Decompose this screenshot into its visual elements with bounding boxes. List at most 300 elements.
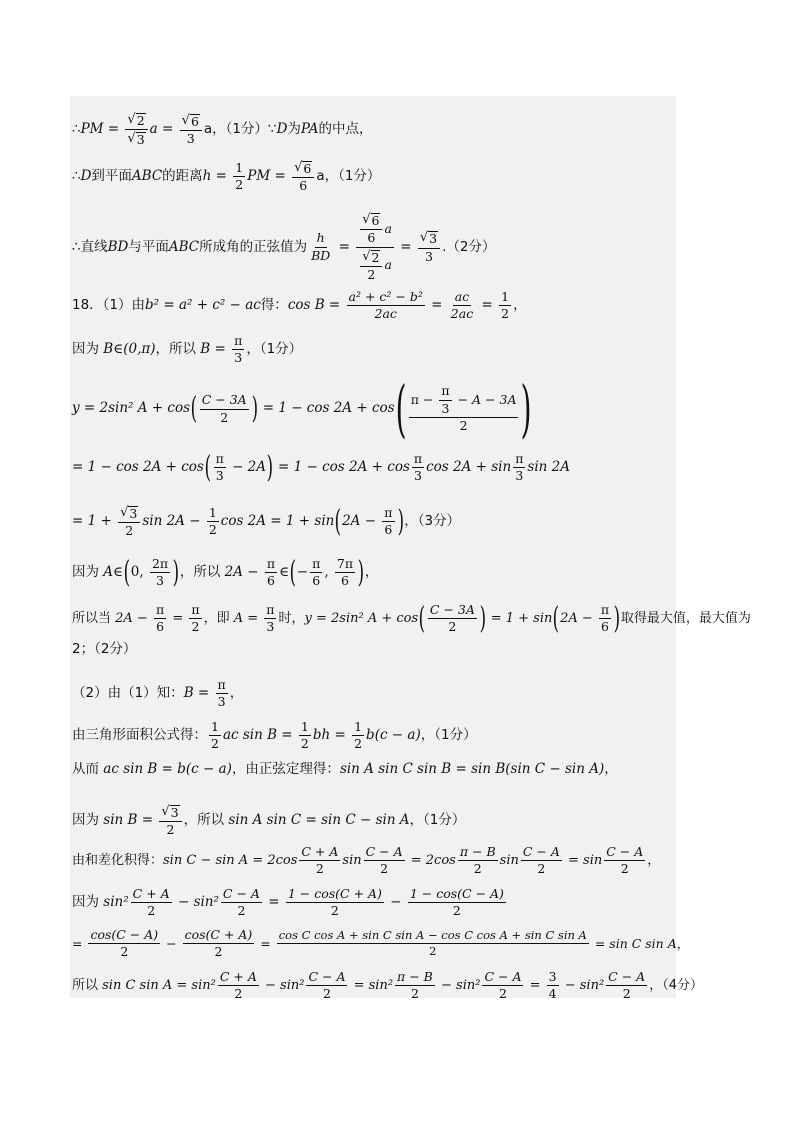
fraction bbox=[88, 928, 160, 960]
fraction bbox=[521, 845, 562, 877]
fraction bbox=[214, 452, 226, 484]
text-segment: ， bbox=[229, 685, 244, 702]
text-segment: ∴直线 bbox=[72, 238, 108, 255]
denominator: 2 bbox=[120, 944, 129, 960]
numerator: 1 bbox=[233, 161, 245, 177]
denominator: 2ac bbox=[450, 306, 474, 322]
numerator: 1 − cos(C + A) bbox=[286, 887, 384, 903]
compound-fraction bbox=[409, 384, 519, 433]
left-paren: ( bbox=[334, 503, 342, 539]
denominator: 3 bbox=[424, 248, 433, 264]
text-segment: ，（4分） bbox=[649, 978, 703, 994]
text-segment: 所以 bbox=[72, 978, 103, 994]
formula: = sin C sin A bbox=[590, 935, 677, 951]
numerator: C − A bbox=[604, 845, 645, 861]
math-var: ABC bbox=[168, 238, 200, 255]
formula: = 1 + bbox=[72, 513, 117, 530]
denominator: 2 bbox=[448, 619, 457, 635]
numerator: cos(C + A) bbox=[183, 928, 255, 944]
right-paren: ) bbox=[172, 554, 180, 590]
formula: sin C sin A = sin² bbox=[102, 978, 216, 994]
text-segment: π − bbox=[410, 392, 438, 408]
text-segment: 因为 bbox=[72, 564, 104, 581]
fraction bbox=[604, 845, 645, 877]
denominator: 3 bbox=[215, 468, 224, 484]
formula: − sin² bbox=[436, 978, 481, 994]
fraction bbox=[306, 970, 347, 1002]
denominator: 2ac bbox=[374, 306, 397, 322]
fraction bbox=[428, 603, 477, 635]
radicand: 6 bbox=[371, 213, 380, 228]
text-segment: ，（1分） bbox=[409, 812, 466, 829]
solution-line-16 bbox=[72, 845, 660, 877]
text-segment: ，由正弦定理得： bbox=[231, 761, 340, 777]
denominator: 2 bbox=[166, 822, 175, 838]
numerator: 2π bbox=[150, 557, 170, 573]
denominator: 3 bbox=[441, 400, 450, 416]
math-var: D bbox=[80, 168, 92, 185]
formula: b(c − a) bbox=[366, 727, 421, 744]
radicand: 3 bbox=[129, 506, 138, 521]
text-segment: 与平面 bbox=[128, 238, 169, 255]
math-var: D bbox=[276, 121, 288, 138]
fraction bbox=[221, 887, 262, 919]
text-segment: ， bbox=[676, 935, 690, 951]
fraction bbox=[189, 603, 201, 635]
denominator: 6 bbox=[299, 178, 308, 194]
fraction bbox=[412, 452, 424, 484]
equals: = bbox=[256, 935, 275, 951]
equals: = bbox=[334, 238, 355, 255]
denominator: 3 bbox=[234, 350, 243, 366]
equals: = bbox=[477, 297, 498, 314]
radicand: 2 bbox=[371, 249, 380, 265]
solution-line-12 bbox=[72, 678, 243, 710]
solution-line-1 bbox=[72, 112, 373, 148]
fraction bbox=[458, 845, 498, 877]
numerator: a² + c² − b² bbox=[347, 290, 425, 306]
math-var: h bbox=[202, 168, 212, 185]
fraction bbox=[277, 929, 589, 958]
math-var: PM bbox=[247, 168, 271, 185]
solution-line-18 bbox=[72, 928, 689, 960]
denominator: 2 bbox=[459, 418, 468, 434]
denominator: 6 bbox=[367, 230, 376, 246]
math-var: a bbox=[149, 121, 158, 138]
solution-line-11 bbox=[72, 643, 136, 657]
text-segment: 所成角的正弦值为 bbox=[199, 238, 308, 255]
compound-fraction: √ 6 6 a √ 2 2 a bbox=[356, 212, 394, 283]
text-segment: a，（1分）∵ bbox=[203, 121, 277, 138]
math-var: PA bbox=[300, 121, 319, 138]
denominator: 4 bbox=[548, 986, 557, 1002]
text-segment: ，所以 bbox=[179, 564, 225, 581]
fraction bbox=[183, 928, 255, 960]
denominator: 2 bbox=[315, 861, 324, 877]
problem-number: 18．（1）由 bbox=[72, 297, 146, 314]
denominator: 2 bbox=[220, 409, 229, 425]
text-segment: 到平面 bbox=[91, 168, 132, 185]
fraction: √ 3 2 bbox=[159, 804, 181, 838]
solution-line-3 bbox=[72, 212, 495, 283]
text-segment: 的距离 bbox=[162, 168, 203, 185]
fraction: √ 2 √ 3 bbox=[125, 112, 147, 148]
solution-line-4 bbox=[72, 290, 527, 322]
denominator: 2 bbox=[429, 944, 437, 959]
text-segment: 2；（2分） bbox=[72, 641, 137, 657]
fraction bbox=[408, 887, 506, 919]
fraction bbox=[200, 393, 249, 425]
fraction bbox=[606, 970, 647, 1002]
solution-line-10 bbox=[72, 600, 751, 636]
numerator: h bbox=[315, 231, 327, 247]
denominator: 6 bbox=[312, 573, 321, 589]
solution-line-17 bbox=[72, 887, 508, 919]
formula: 2A − bbox=[224, 564, 263, 581]
fraction bbox=[364, 845, 405, 877]
text-segment: 由三角形面积公式得： bbox=[72, 727, 207, 744]
formula: − sin² bbox=[560, 978, 605, 994]
denominator: 6 bbox=[156, 619, 165, 635]
text-segment: 由和差化积得： bbox=[72, 853, 164, 869]
formula: A = bbox=[233, 611, 263, 627]
therefore-symbol: ∴ bbox=[72, 121, 81, 138]
denominator: 2 bbox=[191, 619, 200, 635]
formula: 2A − bbox=[342, 513, 381, 530]
text-segment: （2）由（1）知： bbox=[72, 685, 184, 702]
fraction: √ 3 2 bbox=[118, 505, 140, 539]
solution-line-5 bbox=[72, 334, 302, 366]
numerator: π bbox=[412, 452, 424, 468]
denominator: 3 bbox=[217, 694, 226, 710]
numerator: 1 bbox=[299, 720, 311, 736]
left-paren: ( bbox=[289, 554, 297, 590]
radicand: 6 bbox=[190, 114, 199, 129]
fraction bbox=[232, 334, 244, 366]
numerator: 7π bbox=[335, 557, 355, 573]
formula: = 1 − cos 2A + cos bbox=[273, 459, 410, 476]
fraction bbox=[547, 970, 559, 1002]
denominator: 2 bbox=[473, 861, 482, 877]
solution-line-6 bbox=[72, 372, 533, 445]
denominator: 3 bbox=[186, 131, 195, 147]
denominator: 2 bbox=[125, 523, 134, 539]
formula: − bbox=[162, 935, 181, 951]
right-paren: ) bbox=[479, 600, 486, 636]
formula: − bbox=[385, 894, 406, 911]
equals: = bbox=[395, 238, 416, 255]
denominator: 2 bbox=[147, 903, 156, 919]
left-paren: ( bbox=[190, 391, 198, 426]
solution-line-13 bbox=[72, 720, 477, 752]
numerator: π bbox=[382, 506, 394, 522]
left-paren: ( bbox=[395, 372, 407, 445]
math-var: BD bbox=[107, 238, 129, 255]
fraction bbox=[599, 603, 611, 635]
denominator: 2 bbox=[235, 177, 244, 193]
denominator: 2 bbox=[322, 986, 331, 1002]
denominator: 6 bbox=[601, 619, 609, 635]
radicand: 3 bbox=[136, 132, 145, 148]
numerator: π bbox=[265, 557, 277, 573]
denominator: 2 bbox=[452, 903, 461, 919]
text-segment: 所以当 bbox=[72, 611, 116, 627]
solution-line-2 bbox=[72, 160, 380, 194]
fraction bbox=[382, 506, 394, 538]
text-segment: 因为 bbox=[72, 812, 104, 829]
formula: ac sin B = bbox=[222, 727, 297, 744]
text-segment: ，（3分） bbox=[404, 513, 461, 530]
formula: − sin² bbox=[260, 978, 305, 994]
formula: y = 2sin² A + cos bbox=[304, 611, 419, 627]
numerator: C − 3A bbox=[200, 393, 249, 409]
denominator: 2 bbox=[208, 522, 217, 538]
left-paren: ( bbox=[204, 449, 211, 485]
numerator: C − A bbox=[306, 970, 347, 986]
equals: = bbox=[263, 894, 284, 911]
text-segment: ，所以 bbox=[155, 341, 201, 358]
numerator: C − A bbox=[606, 970, 647, 986]
text-segment: 因为 bbox=[72, 341, 104, 358]
left-paren: ( bbox=[418, 600, 426, 636]
fraction bbox=[335, 557, 355, 589]
formula: = sin² bbox=[349, 978, 394, 994]
denominator: 2 bbox=[234, 986, 243, 1002]
equals: = bbox=[103, 121, 124, 138]
right-paren: ) bbox=[397, 503, 404, 539]
denominator: 2 bbox=[330, 903, 339, 919]
numerator: π bbox=[232, 334, 244, 350]
formula: B∈(0,π) bbox=[103, 341, 156, 358]
denominator: 2 bbox=[501, 306, 510, 322]
math-var: ABC bbox=[131, 168, 163, 185]
fraction bbox=[233, 161, 245, 193]
denominator: 6 bbox=[266, 573, 275, 589]
formula: cos 2A = 1 + sin bbox=[220, 513, 335, 530]
formula: y = 2sin² A + cos bbox=[72, 400, 191, 417]
fraction bbox=[310, 557, 322, 589]
formula: sin bbox=[342, 853, 362, 869]
denominator: 6 bbox=[384, 522, 393, 538]
formula: cos B = bbox=[287, 297, 345, 314]
formula: 0, bbox=[130, 564, 148, 581]
numerator: π bbox=[264, 603, 276, 619]
numerator: 1 bbox=[352, 720, 364, 736]
equals: = bbox=[72, 935, 87, 951]
equals: = bbox=[211, 168, 232, 185]
fraction bbox=[154, 603, 166, 635]
numerator: π bbox=[216, 678, 228, 694]
fraction bbox=[150, 557, 170, 589]
denominator: 3 bbox=[266, 619, 275, 635]
numerator: π − B bbox=[458, 845, 498, 861]
math-var: a bbox=[384, 257, 392, 273]
numerator: 1 bbox=[207, 506, 219, 522]
formula: ∈ bbox=[279, 564, 290, 581]
denominator: 2 bbox=[211, 736, 219, 752]
numerator: π bbox=[513, 452, 525, 468]
text-segment: ， bbox=[647, 853, 661, 869]
numerator: 1 bbox=[209, 720, 221, 736]
numerator: C − 3A bbox=[428, 603, 477, 619]
fraction bbox=[209, 720, 221, 752]
numerator: C + A bbox=[218, 970, 259, 986]
fraction bbox=[309, 231, 332, 263]
formula: = sin bbox=[563, 853, 603, 869]
text-segment: 得： bbox=[260, 297, 288, 314]
denominator: BD bbox=[311, 247, 331, 263]
formula: A∈ bbox=[103, 564, 124, 581]
text-segment: 时， bbox=[278, 611, 305, 627]
denominator: 2 bbox=[237, 903, 246, 919]
numerator: C − A bbox=[221, 887, 262, 903]
numerator: C + A bbox=[299, 845, 340, 861]
text-segment: 取得最大值，最大值为 bbox=[620, 611, 751, 627]
fraction bbox=[131, 887, 172, 919]
text-segment: ，即 bbox=[203, 611, 234, 627]
text-segment: ， bbox=[513, 297, 527, 314]
left-paren: ( bbox=[552, 600, 560, 636]
formula: bh = bbox=[312, 727, 351, 744]
fraction: √ 3 3 bbox=[418, 230, 440, 264]
denominator: 2 bbox=[620, 861, 629, 877]
fraction bbox=[264, 603, 276, 635]
formula: − 2A bbox=[227, 459, 267, 476]
formula: ac sin B = b(c − a) bbox=[103, 761, 232, 777]
numerator: 1 bbox=[499, 290, 511, 306]
equals: = bbox=[157, 121, 178, 138]
formula: sin A sin C = sin C − sin A bbox=[228, 812, 410, 829]
denominator: 2 bbox=[214, 944, 223, 960]
right-paren: ) bbox=[251, 391, 258, 426]
numerator: π bbox=[154, 603, 166, 619]
text-segment: − A − 3A bbox=[453, 392, 517, 408]
fraction bbox=[449, 290, 475, 322]
denominator: 2 bbox=[410, 986, 419, 1002]
equals: = bbox=[525, 978, 545, 994]
text-segment: ， bbox=[364, 564, 379, 581]
formula: sin 2A bbox=[527, 459, 570, 476]
solution-line-14 bbox=[72, 763, 618, 777]
numerator: 3 bbox=[547, 970, 559, 986]
denominator: 3 bbox=[414, 468, 422, 484]
denominator: 3 bbox=[156, 573, 164, 589]
text-segment: ，（1分） bbox=[420, 727, 477, 744]
fraction bbox=[286, 887, 384, 919]
right-paren: ) bbox=[613, 600, 621, 636]
fraction bbox=[513, 452, 525, 484]
radicand: 2 bbox=[136, 113, 145, 128]
formula: 2A − bbox=[115, 611, 152, 627]
fraction bbox=[207, 506, 219, 538]
text-segment: 的中点， bbox=[318, 121, 373, 138]
formula: B = bbox=[183, 685, 214, 702]
denominator: 2 bbox=[622, 986, 631, 1002]
formula: sin bbox=[499, 853, 519, 869]
denominator: 2 bbox=[380, 861, 389, 877]
formula: B = bbox=[200, 341, 231, 358]
left-paren: ( bbox=[123, 554, 131, 590]
right-paren: ) bbox=[521, 372, 533, 445]
solution-line-7 bbox=[72, 449, 570, 485]
formula: = 2cos bbox=[406, 853, 456, 869]
formula: = 1 + sin bbox=[486, 611, 553, 627]
equals: = bbox=[270, 168, 291, 185]
fraction: √ 6 6 bbox=[292, 160, 314, 194]
radicand: 3 bbox=[429, 231, 438, 247]
formula: b² = a² + c² − ac bbox=[145, 297, 261, 314]
numerator: cos C cos A + sin C sin A − cos C cos A + sin C sin A bbox=[277, 929, 589, 944]
equals: = bbox=[426, 297, 447, 314]
numerator: π bbox=[599, 603, 611, 619]
fraction bbox=[347, 290, 425, 322]
denominator: 2 bbox=[367, 267, 376, 283]
text-segment: 因为 bbox=[72, 894, 104, 911]
numerator: C − A bbox=[521, 845, 562, 861]
therefore-symbol: ∴ bbox=[72, 168, 81, 185]
formula: sin² bbox=[103, 894, 129, 911]
numerator: π bbox=[439, 384, 451, 400]
solution-line-8 bbox=[72, 505, 460, 539]
text-segment: 为 bbox=[287, 121, 301, 138]
formula: − sin² bbox=[173, 894, 219, 911]
right-paren: ) bbox=[357, 554, 365, 590]
numerator: π − B bbox=[395, 970, 435, 986]
fraction bbox=[395, 970, 435, 1002]
text-segment: ，所以 bbox=[183, 812, 229, 829]
denominator: 2 bbox=[498, 986, 507, 1002]
denominator: 2 bbox=[300, 736, 309, 752]
numerator: π bbox=[189, 603, 201, 619]
denominator: 3 bbox=[515, 468, 524, 484]
formula: = 1 − cos 2A + cos bbox=[72, 459, 204, 476]
text-segment: ， bbox=[604, 761, 618, 777]
text-segment: a，（1分） bbox=[316, 168, 381, 185]
solution-line-19 bbox=[72, 970, 703, 1002]
equals: = bbox=[168, 611, 188, 627]
numerator: C + A bbox=[131, 887, 172, 903]
numerator: π bbox=[214, 452, 226, 468]
formula: sin 2A − bbox=[142, 513, 205, 530]
fraction bbox=[499, 290, 511, 322]
text-segment: 从而 bbox=[72, 761, 104, 777]
fraction bbox=[352, 720, 364, 752]
numerator: 1 − cos(C − A) bbox=[408, 887, 506, 903]
formula: = 1 − cos 2A + cos bbox=[258, 400, 395, 417]
radicand: 6 bbox=[303, 161, 312, 176]
right-paren: ) bbox=[266, 449, 274, 485]
numerator: C − A bbox=[364, 845, 405, 861]
radicand: 3 bbox=[170, 805, 179, 820]
denominator: 6 bbox=[341, 573, 349, 589]
numerator: C − A bbox=[482, 970, 523, 986]
numerator: ac bbox=[453, 290, 471, 306]
fraction bbox=[218, 970, 259, 1002]
formula: sin C − sin A = 2cos bbox=[163, 853, 298, 869]
text-segment: ，（1分） bbox=[246, 341, 303, 358]
fraction bbox=[265, 557, 277, 589]
formula: cos 2A + sin bbox=[426, 459, 512, 476]
denominator: 2 bbox=[537, 861, 546, 877]
formula: sin A sin C sin B = sin B(sin C − sin A) bbox=[339, 761, 605, 777]
formula: 2A − bbox=[560, 611, 597, 627]
solution-line-15 bbox=[72, 804, 465, 838]
text-segment: .（2分） bbox=[442, 238, 496, 255]
denominator: 2 bbox=[354, 736, 363, 752]
math-var: a bbox=[384, 220, 392, 236]
fraction bbox=[299, 845, 340, 877]
math-var: PM bbox=[80, 121, 104, 138]
